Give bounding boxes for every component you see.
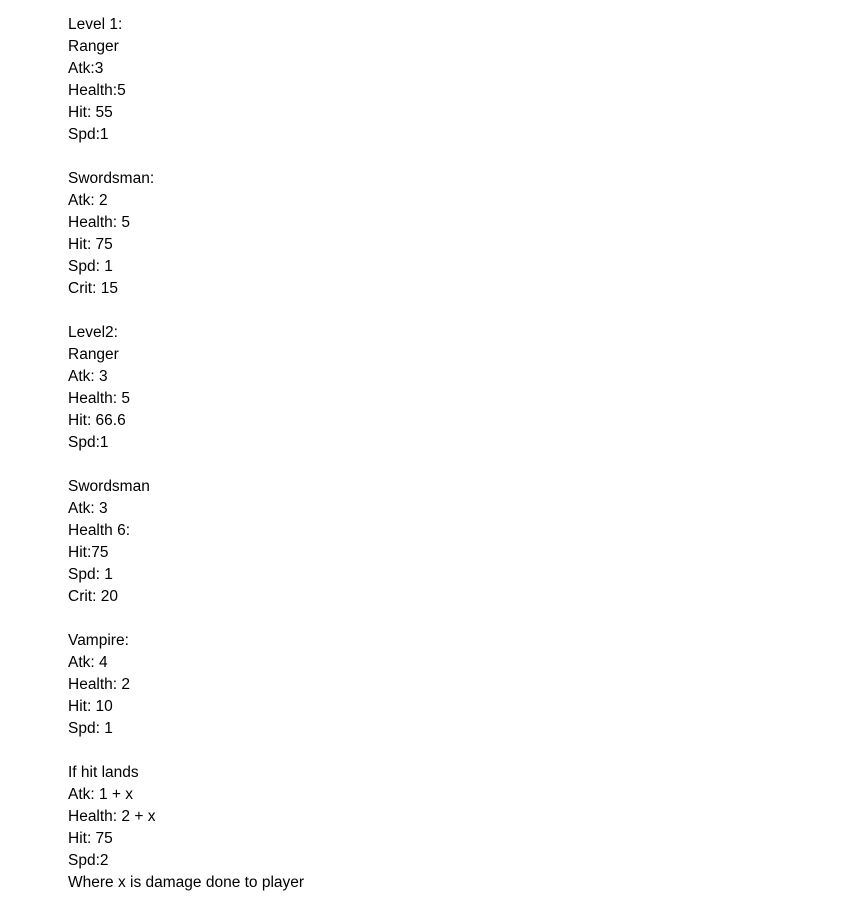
blank-line [68, 146, 828, 168]
text-line: Atk: 3 [68, 368, 108, 385]
text-line: Where x is damage done to player [68, 874, 305, 891]
text-line: Health: 5 [68, 214, 131, 231]
text-line: Hit: 75 [68, 830, 113, 847]
text-line: Spd: 1 [68, 566, 113, 583]
text-line: Spd:1 [68, 434, 109, 451]
blank-line [68, 608, 828, 630]
text-line: Atk: 4 [68, 654, 108, 671]
text-line: Crit: 20 [68, 588, 118, 605]
text-line: Ranger [68, 38, 119, 55]
text-line: Hit: 75 [68, 236, 113, 253]
text-line: Health 6: [68, 522, 131, 539]
text-line: Health: 2 + x [68, 808, 156, 825]
text-line: Spd:2 [68, 852, 109, 869]
text-line: Atk: 2 [68, 192, 108, 209]
document-body [68, 14, 828, 894]
text-line: Ranger [68, 346, 119, 363]
text-line: Health: 2 [68, 676, 131, 693]
text-line: Hit: 10 [68, 698, 113, 715]
text-line: If hit lands [68, 764, 139, 781]
text-line: Level 1: [68, 16, 123, 33]
text-line: Atk: 1 + x [68, 786, 134, 803]
text-line: Health: 5 [68, 390, 131, 407]
blank-line [68, 454, 828, 476]
text-line: Health:5 [68, 82, 126, 99]
text-line: Level2: [68, 324, 118, 341]
text-line: Spd: 1 [68, 720, 113, 737]
text-line: Spd: 1 [68, 258, 113, 275]
text-line: Hit:75 [68, 544, 109, 561]
text-line: Spd:1 [68, 126, 109, 143]
text-line: Swordsman [68, 478, 150, 495]
text-line: Hit: 55 [68, 104, 113, 121]
text-line: Hit: 66.6 [68, 412, 126, 429]
text-line: Swordsman: [68, 170, 155, 187]
text-line: Crit: 15 [68, 280, 118, 297]
blank-line [68, 300, 828, 322]
text-line: Atk: 3 [68, 500, 108, 517]
text-line: Atk:3 [68, 60, 104, 77]
text-line: Vampire: [68, 632, 129, 649]
blank-line [68, 740, 828, 762]
